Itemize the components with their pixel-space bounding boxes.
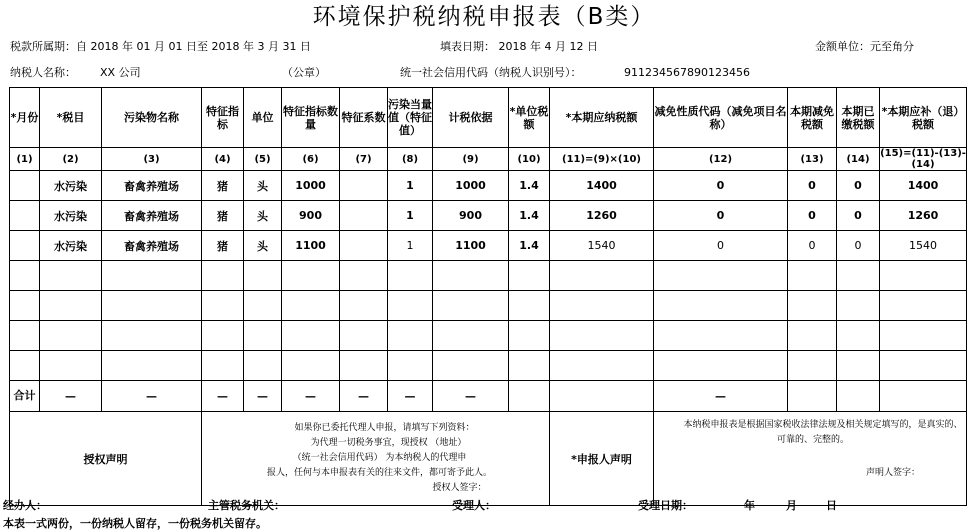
empty-cell[interactable] — [654, 351, 788, 381]
header-cell: 特征系数 — [340, 88, 388, 148]
cell-relief-code[interactable]: 0 — [654, 231, 788, 261]
auth-line: 为代理一切税务事宜，现授权 （地址） — [310, 438, 467, 448]
cell-pollutant[interactable]: 畜禽养殖场 — [102, 171, 202, 201]
empty-cell[interactable] — [509, 261, 550, 291]
cell-paid[interactable]: 0 — [837, 171, 880, 201]
empty-cell[interactable] — [202, 291, 244, 321]
index-cell: (10) — [509, 148, 550, 171]
empty-cell[interactable] — [340, 321, 388, 351]
total-dash: — — [282, 381, 340, 412]
index-cell: (4) — [202, 148, 244, 171]
index-cell: (8) — [388, 148, 433, 171]
cell-due[interactable]: 1400 — [880, 171, 967, 201]
empty-cell[interactable] — [282, 261, 340, 291]
index-row — [10, 148, 967, 171]
cell-relief-amount[interactable]: 0 — [788, 231, 837, 261]
total-dash: — — [388, 381, 433, 412]
empty-cell[interactable] — [202, 261, 244, 291]
index-cell: (14) — [837, 148, 880, 171]
cell-quantity[interactable]: 1100 — [282, 231, 340, 261]
empty-cell[interactable] — [433, 351, 509, 381]
tax-period: 税款所属期：自 2018 年 01 月 01 日至 2018 年 3 月 31 日 — [10, 40, 311, 53]
empty-row — [10, 291, 967, 321]
cell-equivalent[interactable]: 1 — [388, 231, 433, 261]
year-label: 年 — [744, 499, 755, 512]
header-cell: 单位 — [244, 88, 282, 148]
cell-pollutant[interactable]: 畜禽养殖场 — [102, 231, 202, 261]
header-cell: *本期应纳税额 — [550, 88, 654, 148]
cell-paid[interactable]: 0 — [837, 201, 880, 231]
cell-unit[interactable]: 头 — [244, 171, 282, 201]
empty-cell[interactable] — [40, 321, 102, 351]
empty-cell[interactable] — [550, 261, 654, 291]
declaration-row — [10, 412, 967, 506]
cell-indicator[interactable]: 猪 — [202, 171, 244, 201]
cell-indicator[interactable]: 猪 — [202, 231, 244, 261]
empty-cell[interactable] — [433, 291, 509, 321]
fill-date: 填表日期： 2018 年 4 月 12 日 — [440, 40, 598, 53]
index-cell: (6) — [282, 148, 340, 171]
auth-declaration-text — [202, 412, 550, 506]
declarant-label: *申报人声明 — [550, 412, 654, 506]
empty-cell[interactable] — [880, 321, 967, 351]
empty-cell[interactable] — [837, 321, 880, 351]
total-empty[interactable] — [509, 381, 550, 412]
empty-cell[interactable] — [837, 351, 880, 381]
table-row — [10, 231, 967, 261]
index-cell: (15)=(11)-(13)-(14) — [880, 148, 966, 170]
cell-tax-basis[interactable]: 900 — [433, 201, 509, 231]
cell-relief-code[interactable]: 0 — [654, 171, 788, 201]
page-title: 环境保护税纳税申报表（B类） — [312, 4, 656, 30]
cell-tax-item[interactable]: 水污染 — [40, 201, 102, 231]
authority-label: 主管税务机关： — [208, 499, 285, 512]
empty-cell[interactable] — [433, 321, 509, 351]
empty-cell[interactable] — [102, 291, 202, 321]
receive-date-label: 受理日期： — [638, 499, 693, 512]
cell-relief-code[interactable]: 0 — [654, 201, 788, 231]
cell-coefficient[interactable] — [340, 231, 388, 261]
empty-cell[interactable] — [102, 261, 202, 291]
index-cell: (11)=(9)×(10) — [550, 148, 654, 171]
empty-cell[interactable] — [880, 351, 967, 381]
credit-code-label: 统一社会信用代码（纳税人识别号）： — [400, 66, 582, 79]
empty-cell[interactable] — [40, 291, 102, 321]
empty-cell[interactable] — [340, 351, 388, 381]
header-cell: *本期应补（退）税额 — [880, 88, 967, 148]
total-empty[interactable] — [837, 381, 880, 412]
header-cell: 特征指标 — [202, 88, 244, 148]
header-cell: 本期已缴税额 — [837, 88, 880, 148]
taxpayer-name: XX 公司 — [100, 66, 141, 79]
empty-cell[interactable] — [880, 261, 967, 291]
cell-tax-item[interactable]: 水污染 — [40, 231, 102, 261]
cell-tax-item[interactable]: 水污染 — [40, 171, 102, 201]
total-dash: — — [654, 381, 788, 412]
total-empty[interactable] — [788, 381, 837, 412]
empty-cell[interactable] — [788, 321, 837, 351]
index-cell: (5) — [244, 148, 282, 171]
empty-cell[interactable] — [282, 321, 340, 351]
index-cell: (3) — [102, 148, 202, 171]
cell-due[interactable]: 1260 — [880, 201, 967, 231]
cell-unit-tax[interactable]: 1.4 — [509, 171, 550, 201]
empty-cell[interactable] — [550, 291, 654, 321]
table-row — [10, 171, 967, 201]
empty-cell[interactable] — [880, 291, 967, 321]
declarant-signature-label: 声明人签字： — [865, 468, 920, 478]
credit-code: 911234567890123456 — [624, 66, 750, 79]
auth-line: 如果你已委托代理人申报，请填写下列资料： — [294, 423, 475, 433]
total-empty[interactable] — [550, 381, 654, 412]
header-cell: 计税依据 — [433, 88, 509, 148]
empty-cell[interactable] — [550, 321, 654, 351]
table-row — [10, 201, 967, 231]
empty-cell[interactable] — [102, 351, 202, 381]
total-empty[interactable] — [880, 381, 967, 412]
empty-cell[interactable] — [788, 291, 837, 321]
header-cell: *税目 — [40, 88, 102, 148]
empty-cell[interactable] — [10, 321, 40, 351]
cell-quantity[interactable]: 1000 — [282, 171, 340, 201]
empty-row — [10, 351, 967, 381]
empty-cell[interactable] — [837, 291, 880, 321]
amount-unit: 金额单位：元至角分 — [815, 40, 914, 53]
taxpayer-name-label: 纳税人名称： — [10, 66, 76, 79]
empty-cell[interactable] — [10, 261, 40, 291]
empty-cell[interactable] — [388, 291, 433, 321]
cell-unit[interactable]: 头 — [244, 201, 282, 231]
header-cell: *单位税额 — [509, 88, 550, 148]
header-cell: *月份 — [10, 88, 40, 148]
auth-line: （统一社会信用代码） 为本纳税人的代理申 — [292, 453, 467, 463]
cell-month[interactable] — [10, 171, 40, 201]
header-cell: 特征指标数量 — [282, 88, 340, 148]
empty-cell[interactable] — [202, 321, 244, 351]
auth-line: 报人，任何与本申报表有关的往来文件，都可寄予此人。 — [266, 468, 492, 478]
handler-label: 经办人： — [3, 499, 47, 512]
index-cell: (7) — [340, 148, 388, 171]
auth-declaration-label: 授权声明 — [10, 412, 202, 506]
empty-cell[interactable] — [40, 261, 102, 291]
empty-cell[interactable] — [282, 291, 340, 321]
empty-cell[interactable] — [509, 291, 550, 321]
empty-cell[interactable] — [388, 351, 433, 381]
empty-cell[interactable] — [550, 351, 654, 381]
cell-tax-basis[interactable]: 1000 — [433, 171, 509, 201]
cell-unit-tax[interactable]: 1.4 — [509, 201, 550, 231]
empty-row — [10, 321, 967, 351]
cell-relief-amount[interactable]: 0 — [788, 201, 837, 231]
cell-month[interactable] — [10, 231, 40, 261]
cell-quantity[interactable]: 900 — [282, 201, 340, 231]
header-cell: 本期减免税额 — [788, 88, 837, 148]
empty-cell[interactable] — [654, 261, 788, 291]
header-cell: 减免性质代码（减免项目名称） — [654, 88, 788, 148]
index-cell: (13) — [788, 148, 837, 171]
total-dash: — — [340, 381, 388, 412]
total-dash: — — [244, 381, 282, 412]
total-row — [10, 381, 967, 412]
cell-tax-payable[interactable]: 1400 — [550, 171, 654, 201]
cell-indicator[interactable]: 猪 — [202, 201, 244, 231]
cell-tax-basis[interactable]: 1100 — [433, 231, 509, 261]
cell-paid[interactable]: 0 — [837, 231, 880, 261]
empty-cell[interactable] — [40, 351, 102, 381]
empty-row — [10, 261, 967, 291]
empty-cell[interactable] — [244, 321, 282, 351]
empty-cell[interactable] — [340, 291, 388, 321]
cell-month[interactable] — [10, 201, 40, 231]
empty-cell[interactable] — [788, 261, 837, 291]
header-row — [10, 88, 967, 148]
month-label: 月 — [786, 499, 797, 512]
cell-equivalent[interactable]: 1 — [388, 201, 433, 231]
receiver-label: 受理人： — [452, 499, 496, 512]
empty-cell[interactable] — [244, 261, 282, 291]
cell-equivalent[interactable]: 1 — [388, 171, 433, 201]
seal-label: （公章） — [282, 66, 326, 79]
empty-cell[interactable] — [10, 291, 40, 321]
empty-cell[interactable] — [340, 261, 388, 291]
empty-cell[interactable] — [837, 261, 880, 291]
empty-cell[interactable] — [282, 351, 340, 381]
cell-relief-amount[interactable]: 0 — [788, 171, 837, 201]
day-label: 日 — [826, 499, 837, 512]
empty-cell[interactable] — [102, 321, 202, 351]
tax-return-table — [9, 87, 967, 506]
cell-coefficient[interactable] — [340, 171, 388, 201]
total-dash: — — [102, 381, 202, 412]
cell-unit[interactable]: 头 — [244, 231, 282, 261]
total-label: 合计 — [10, 381, 40, 412]
empty-cell[interactable] — [244, 351, 282, 381]
empty-cell[interactable] — [388, 261, 433, 291]
empty-cell[interactable] — [654, 291, 788, 321]
index-cell: (2) — [40, 148, 102, 171]
empty-cell[interactable] — [509, 321, 550, 351]
index-cell: (12) — [654, 148, 788, 171]
declarant-line: 可靠的、完整的。 — [776, 435, 849, 445]
footer-note: 本表一式两份，一份纳税人留存，一份税务机关留存。 — [3, 517, 267, 530]
empty-cell[interactable] — [433, 261, 509, 291]
cell-due[interactable]: 1540 — [880, 231, 967, 261]
header-cell: 污染当量值（特征值） — [388, 88, 433, 148]
empty-cell[interactable] — [788, 351, 837, 381]
empty-cell[interactable] — [509, 351, 550, 381]
cell-unit-tax[interactable]: 1.4 — [509, 231, 550, 261]
index-cell: (9) — [433, 148, 509, 171]
empty-cell[interactable] — [244, 291, 282, 321]
empty-cell[interactable] — [654, 321, 788, 351]
declarant-text — [654, 412, 967, 506]
empty-cell[interactable] — [10, 351, 40, 381]
index-cell: (1) — [10, 148, 40, 171]
cell-coefficient[interactable] — [340, 201, 388, 231]
total-dash: — — [433, 381, 509, 412]
cell-pollutant[interactable]: 畜禽养殖场 — [102, 201, 202, 231]
header-cell: 污染物名称 — [102, 88, 202, 148]
auth-signature-label: 授权人签字： — [432, 483, 487, 493]
cell-tax-payable[interactable]: 1260 — [550, 201, 654, 231]
declarant-line: 本纳税申报表是根据国家税收法律法规及相关规定填写的，是真实的、 — [683, 420, 963, 430]
total-dash: — — [40, 381, 102, 412]
cell-tax-payable[interactable]: 1540 — [550, 231, 654, 261]
empty-cell[interactable] — [388, 321, 433, 351]
total-dash: — — [202, 381, 244, 412]
empty-cell[interactable] — [202, 351, 244, 381]
